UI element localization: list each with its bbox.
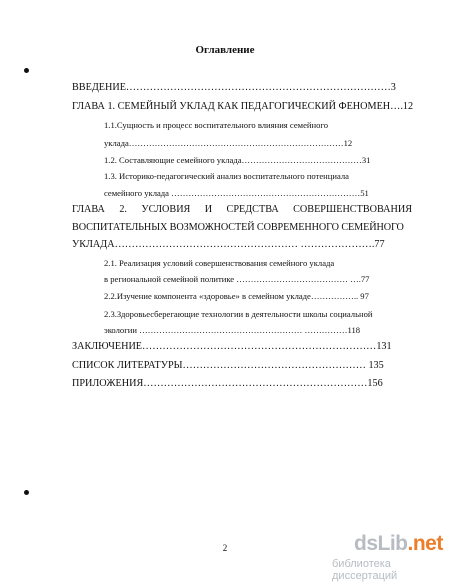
toc-entry-1-1-line1: 1.1.Сущность и процесс воспитательного влияния семейного	[104, 120, 328, 130]
toc-entry-chapter-2-line1: ГЛАВА 2. УСЛОВИЯ И СРЕДСТВА СОВЕРШЕНСТВОВАНИЯ	[72, 204, 412, 215]
binder-hole-top	[24, 68, 29, 73]
toc-entry-2-2: 2.2.Изучение компонента «здоровье» в семейном укладе…………….. 97	[104, 291, 369, 301]
toc-entry-chapter-2-line3: УКЛАДА……………………………………………… ………………….77	[72, 239, 385, 250]
toc-entry-1-1-line2: уклада…………………………………………………………………12	[104, 138, 353, 148]
watermark-brand: dsLib.net	[354, 532, 443, 555]
toc-entry-2-1-line2: в региональной семейной политике ………………………………… ….77	[104, 274, 370, 284]
toc-entry-chapter-1: ГЛАВА 1. СЕМЕЙНЫЙ УКЛАД КАК ПЕДАГОГИЧЕСКИЙ ФЕНОМЕН….12	[72, 101, 414, 112]
toc-entry-2-1-line1: 2.1. Реализация условий совершенствования семейного уклада	[104, 258, 335, 268]
toc-entry-1-2: 1.2. Составляющие семейного уклада……………………………………31	[104, 155, 371, 165]
toc-entry-references: СПИСОК ЛИТЕРАТУРЫ……………………………………………… 135	[72, 360, 384, 371]
toc-entry-2-3-line1: 2.3.Здоровьесберегающие технологии в деятельности школы социальной	[104, 309, 373, 319]
toc-entry-introduction: ВВЕДЕНИЕ……………………………………………………………………3	[72, 82, 396, 93]
watermark-tagline: библиотека диссертаций	[332, 558, 398, 582]
toc-entry-1-3-line1: 1.3. Историко-педагогический анализ воспитательного потенциала	[104, 171, 349, 181]
page-number: 2	[222, 543, 228, 553]
toc-entry-conclusion: ЗАКЛЮЧЕНИЕ……………………………………………………………131	[72, 341, 392, 352]
binder-hole-bottom	[24, 490, 29, 495]
page-title: Оглавление	[195, 44, 255, 56]
toc-entry-1-3-line2: семейного уклада …………………………………………………………51	[104, 188, 369, 198]
toc-entry-appendices: ПРИЛОЖЕНИЯ…………………………………………………………156	[72, 378, 383, 389]
toc-entry-2-3-line2: экологии ………………………………………………… ……………118	[104, 325, 361, 335]
toc-entry-chapter-2-line2: ВОСПИТАТЕЛЬНЫХ ВОЗМОЖНОСТЕЙ СОВРЕМЕННОГО СЕМЕЙНОГО	[72, 222, 404, 233]
watermark-logo	[332, 532, 444, 582]
